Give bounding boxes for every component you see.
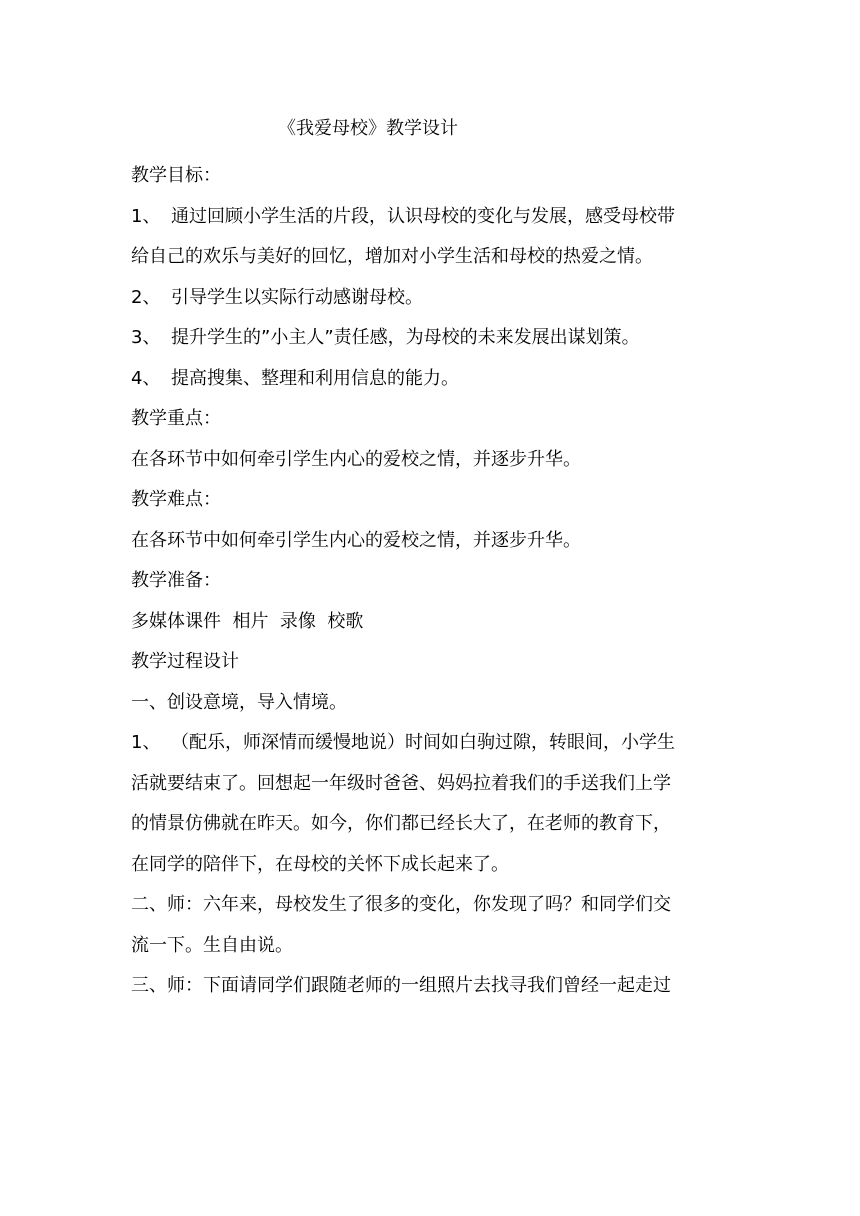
goal-item-1-continued: 给自己的欢乐与美好的回忆，增加对小学生活和母校的热爱之情。 [131, 246, 653, 267]
section1-item-1-line-2: 活就要结束了。回想起一年级时爸爸、妈妈拉着我们的手送我们上学 [131, 772, 671, 794]
goal-number: 4、 [131, 367, 161, 389]
document-body [131, 156, 731, 1007]
goal-number: 2、 [131, 286, 161, 308]
section2-line-2: 流一下。生自由说。 [131, 934, 293, 956]
prep-text: 多媒体课件 相片 录像 校歌 [131, 610, 364, 632]
key-heading: 教学重点： [131, 408, 221, 429]
section1-item-1 [131, 723, 731, 764]
section1-item-1-line-3: 的情景仿佛就在昨天。如今，你们都已经长大了，在老师的教育下， [131, 813, 671, 834]
process-heading: 教学过程设计 [131, 651, 239, 672]
key-text: 在各环节中如何牵引学生内心的爱校之情，并逐步升华。 [131, 448, 581, 470]
goal-item-4 [131, 359, 731, 400]
item-number: 1、 [131, 732, 161, 753]
goal-item-2 [131, 278, 731, 319]
difficulty-heading: 教学难点： [131, 489, 221, 510]
goal-number: 3、 [131, 327, 161, 348]
section2-line-1: 二、师：六年来，母校发生了很多的变化，你发现了吗？和同学们交 [131, 894, 671, 915]
goal-text: 通过回顾小学生活的片段，认识母校的变化与发展，感受母校带 [171, 205, 675, 227]
section3-line-1: 三、师：下面请同学们跟随老师的一组照片去找寻我们曾经一起走过 [131, 975, 671, 996]
difficulty-text: 在各环节中如何牵引学生内心的爱校之情，并逐步升华。 [131, 529, 581, 551]
section1-heading: 一、创设意境，导入情境。 [131, 691, 347, 713]
prep-heading: 教学准备： [131, 570, 221, 591]
goal-item-3 [131, 318, 731, 359]
item-text: （配乐，师深情而缓慢地说）时间如白驹过隙，转眼间，小学生 [171, 732, 675, 753]
section1-item-1-line-4: 在同学的陪伴下，在母校的关怀下成长起来了。 [131, 853, 509, 875]
goals-heading: 教学目标： [131, 165, 221, 186]
goal-number: 1、 [131, 205, 161, 227]
goal-text: 提高搜集、整理和利用信息的能力。 [171, 367, 459, 389]
goal-text: 提升学生的”小主人”责任感，为母校的未来发展出谋划策。 [171, 327, 640, 348]
goal-item-1 [131, 197, 731, 238]
document-title: 《我爱母校》教学设计 [278, 118, 458, 139]
goal-text: 引导学生以实际行动感谢母校。 [171, 286, 423, 308]
